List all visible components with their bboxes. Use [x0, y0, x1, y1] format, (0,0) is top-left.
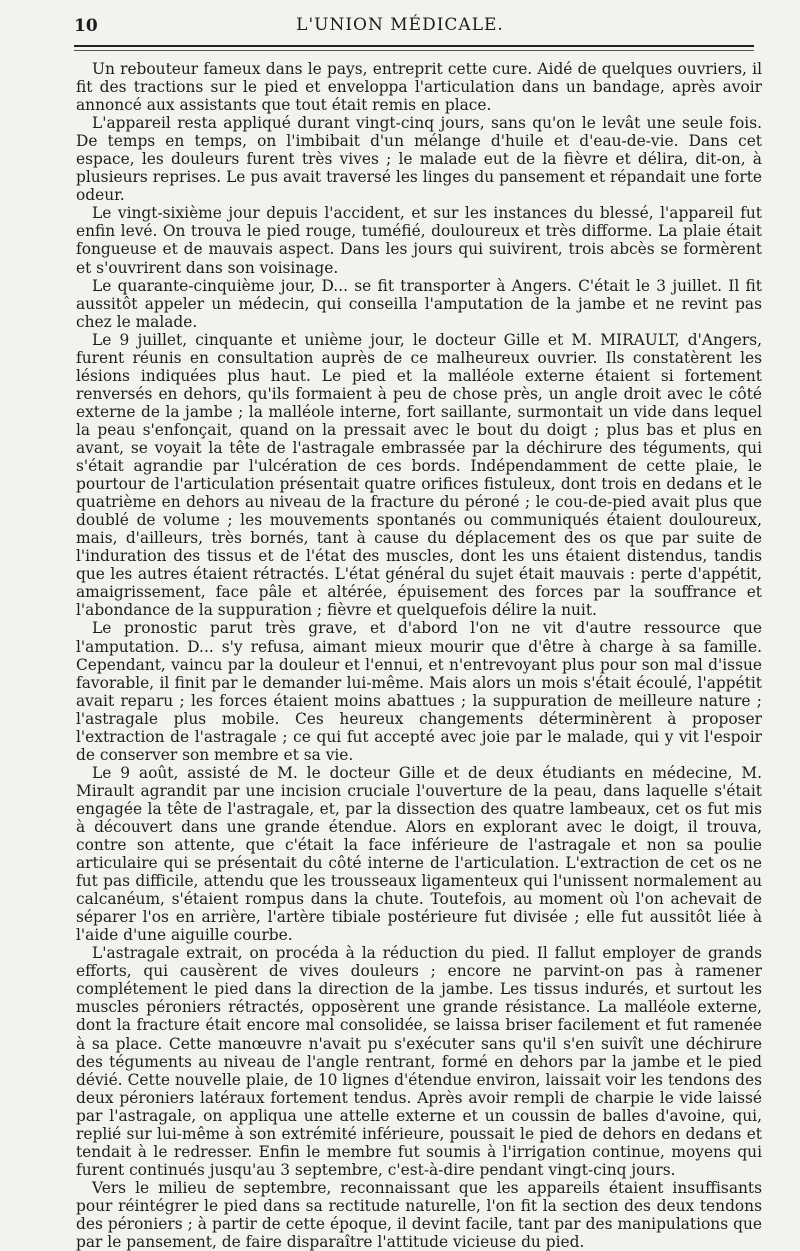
paragraph: Le pronostic parut très grave, et d'abord l'on ne vit d'autre ressource que l'amputation. D... s'y refusa, aimant mieux mourir que d'être à charge à sa famille. Cependant, vaincu par la douleur et l'ennui, et n'entrevoyant plus pour son mal d'issue favorable, il finit par le demander lui-même. Mais alors un mois s'était écoulé, l'appétit avait reparu ; les forces étaient moins abattues ; la suppuration de meilleure nature ; l'astragale plus mobile. Ces heureux changements déterminèrent à proposer l'extraction de l'astragale ; ce qui fut accepté avec joie par le malade, qui y vit l'espoir de conserver son membre et sa vie.	[76, 619, 762, 764]
paragraph: Un rebouteur fameux dans le pays, entreprit cette cure. Aidé de quelques ouvriers, il fit des tractions sur le pied et enveloppa l'articulation dans un bandage, après avoir annoncé aux assistants que tout était remis en place.	[76, 60, 762, 115]
body-text	[76, 60, 762, 1251]
paragraph: Le quarante-cinquième jour, D... se fit transporter à Angers. C'était le 3 juillet. Il fit aussitôt appeler un médecin, qui conseilla l'amputation de la jambe et ne revint pas chez le malade.	[76, 276, 762, 331]
running-head: L'UNION MÉDICALE.	[296, 15, 504, 35]
page-number: 10	[74, 16, 98, 36]
paragraph: Le 9 juillet, cinquante et unième jour, le docteur Gille et M. MIRAULT, d'Angers, furent réunis en consultation auprès de ce malheureux ouvrier. Ils constatèrent les lésions indiquées plus haut. Le pied et la malléole externe étaient si fortement renversés en dehors, qu'ils formaient à peu de chose près, un angle droit avec le côté externe de la jambe ; la malléole interne, fort saillante, surmontait un vide dans lequel la peau s'enfonçait, quand on la pressait avec le bout du doigt ; plus bas et plus en avant, se voyait la tête de l'astragale embrassée par la déchirure des téguments, qui s'était agrandie par l'ulcération de ces bords. Indépendamment de cette plaie, le pourtour de l'articulation présentait quatre orifices fistuleux, dont trois en dedans et le quatrième en dehors au niveau de la fracture du péroné ; le cou-de-pied avait plus que doublé de volume ; les mouvements spontanés ou communiqués étaient douloureux, mais, d'ailleurs, très bornés, tant à cause du déplacement des os que par suite de l'induration des tissus et de l'état des muscles, dont les uns étaient distendus, tandis que les autres étaient rétractés. L'état général du sujet était mauvais : perte d'appétit, amaigrissement, face pâle et altérée, épuisement des forces par la souffrance et l'abondance de la suppuration ; fièvre et quelquefois délire la nuit.	[76, 330, 762, 620]
header-rule-thin	[74, 50, 754, 51]
paragraph: Vers le milieu de septembre, reconnaissant que les appareils étaient insuffisants pour réintégrer le pied dans sa rectitude naturelle, l'on fit la section des deux tendons des péroniers ; à partir de cette époque, il devint facile, tant par des manipulations que par le pansement, de faire disparaître l'attitude vicieuse du pied.	[76, 1178, 762, 1251]
paragraph: Le vingt-sixième jour depuis l'accident, et sur les instances du blessé, l'appareil fut enfin levé. On trouva le pied rouge, tuméfié, douloureux et très difforme. La plaie était fongueuse et de mauvais aspect. Dans les jours qui suivirent, trois abcès se formèrent et s'ouvrirent dans son voisinage.	[76, 204, 762, 277]
paragraph: L'astragale extrait, on procéda à la réduction du pied. Il fallut employer de grands efforts, qui causèrent de vives douleurs ; encore ne parvint-on pas à ramener complétement le pied dans la direction de la jambe. Les tissus indurés, et surtout les muscles péroniers rétractés, opposèrent une grande résistance. La malléole externe, dont la fracture était encore mal consolidée, se laissa briser facilement et fut ramenée à sa place. Cette manœuvre n'avait pu s'exécuter sans qu'il s'en suivît une déchirure des téguments au niveau de l'angle rentrant, formé en dehors par la jambe et le pied dévié. Cette nouvelle plaie, de 10 lignes d'étendue environ, laissait voir les tendons des deux péroniers latéraux fortement tendus. Après avoir rempli de charpie le vide laissé par l'astragale, on appliqua une attelle externe et un coussin de balles d'avoine, qui, replié sur lui-même à son extrémité inférieure, poussait le pied de dehors en dedans et tendait à le redresser. Enfin le membre fut soumis à l'irrigation continue, moyens qui furent continués jusqu'au 3 septembre, c'est-à-dire pendant vingt-cinq jours.	[76, 944, 762, 1179]
paragraph: L'appareil resta appliqué durant vingt-cinq jours, sans qu'on le levât une seule fois. De temps en temps, on l'imbibait d'un mélange d'huile et d'eau-de-vie. Dans cet espace, les douleurs furent très vives ; le malade eut de la fièvre et délira, dit-on, à plusieurs reprises. Le pus avait traversé les linges du pansement et répandait une forte odeur.	[76, 114, 762, 205]
header-rule	[74, 45, 754, 47]
paragraph: Le 9 août, assisté de M. le docteur Gille et de deux étudiants en médecine, M. Mirault agrandit par une incision cruciale l'ouverture de la peau, dans laquelle s'était engagée la tête de l'astragale, et, par la dissection des quatre lambeaux, cet os fut mis à découvert dans une grande étendue. Alors en explorant avec le doigt, il trouva, contre son attente, que c'était la face inférieure de l'astragale et non sa poulie articulaire qui se présentait du côté interne de l'articulation. L'extraction de cet os ne fut pas difficile, attendu que les trousseaux ligamenteux qui l'unissent normalement au calcanéum, s'étaient rompus dans la chute. Toutefois, au moment où l'on achevait de séparer l'os en arrière, l'artère tibiale postérieure fut divisée ; elle fut aussitôt liée à l'aide d'une aiguille courbe.	[76, 763, 762, 945]
